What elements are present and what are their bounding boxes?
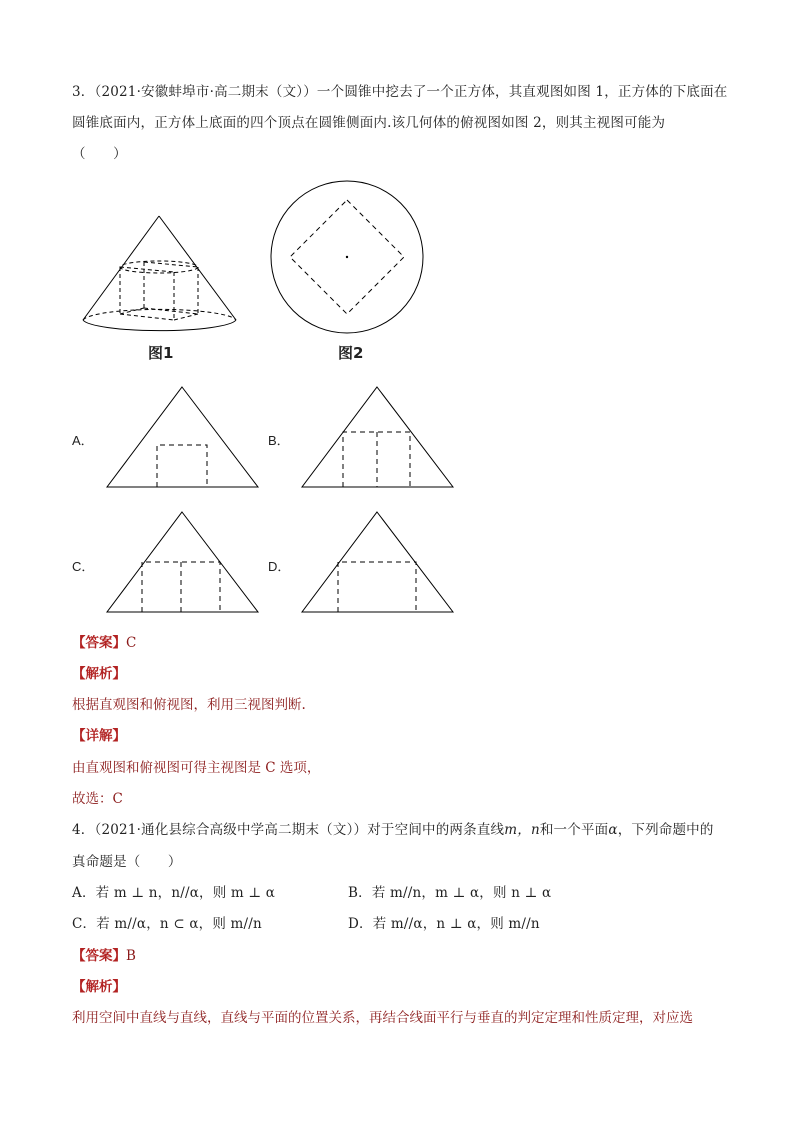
option-b-label: B．	[268, 433, 290, 448]
q3-detail-text: 由直观图和俯视图可得主视图是 C 选项，	[72, 760, 321, 776]
q3-answer	[72, 631, 136, 651]
option-a-label: A．	[72, 433, 94, 448]
q3-answer-tag: 【答案】	[72, 635, 126, 651]
q4-answer	[72, 944, 136, 964]
q3-analysis-text: 根据直观图和俯视图，利用三视图判断.	[72, 697, 306, 713]
q4-stem-line2: 真命题是（ ）	[72, 854, 182, 870]
q4-analysis-tag: 【解析】	[72, 979, 126, 995]
q4-option-a: A．若 m ⊥ n，n//α，则 m ⊥ α	[72, 885, 276, 901]
q3-conclusion: 故选：C	[72, 791, 123, 807]
option-d-figure	[300, 510, 455, 615]
q4-option-d: D．若 m//α，n ⊥ α，则 m//n	[348, 916, 540, 932]
option-c-label: C．	[72, 559, 95, 574]
q4-option-b: B．若 m//n，m ⊥ α，则 n ⊥ α	[348, 885, 552, 901]
option-b-figure	[300, 385, 455, 490]
figure-1-caption: 图1	[148, 344, 174, 362]
figure-2-caption: 图2	[338, 344, 364, 362]
q4-stem-pre: 4．（2021·通化县综合高级中学高二期末（文））对于空间中的两条直线	[72, 822, 505, 838]
q4-stem-alpha: α	[608, 822, 618, 838]
q3-stem-line2: 圆锥底面内，正方体上底面的四个顶点在圆锥侧面内.该几何体的俯视图如图 2，则其主视图可能为	[72, 115, 666, 131]
q4-stem-post: ，下列命题中的	[617, 822, 714, 838]
figure-2-top-view	[270, 180, 425, 335]
q4-answer-tag: 【答案】	[72, 948, 126, 964]
q3-answer-value: C	[126, 635, 137, 651]
q4-stem-mid: 和一个平面	[539, 822, 609, 838]
option-c-figure	[105, 510, 260, 615]
q4-option-c: C．若 m//α，n ⊂ α，则 m//n	[72, 916, 262, 932]
q4-answer-value: B	[126, 948, 136, 964]
q4-stem-line1	[72, 818, 714, 838]
figure-1-cone	[80, 210, 220, 330]
option-d-label: D．	[268, 559, 291, 574]
q3-stem-line1: 3．（2021·安徽蚌埠市·高二期末（文））一个圆锥中挖去了一个正方体，其直观图如图 1，正方体的下底面在	[72, 84, 728, 100]
option-a-figure	[105, 385, 260, 490]
q3-detail-tag: 【详解】	[72, 728, 126, 744]
q4-analysis-text: 利用空间中直线与直线，直线与平面的位置关系，再结合线面平行与垂直的判定定理和性质定理，对应选	[72, 1010, 693, 1026]
q3-analysis-tag: 【解析】	[72, 666, 126, 682]
q4-stem-vars: m，n	[504, 822, 540, 838]
q3-stem-blank: （ ）	[72, 146, 127, 162]
